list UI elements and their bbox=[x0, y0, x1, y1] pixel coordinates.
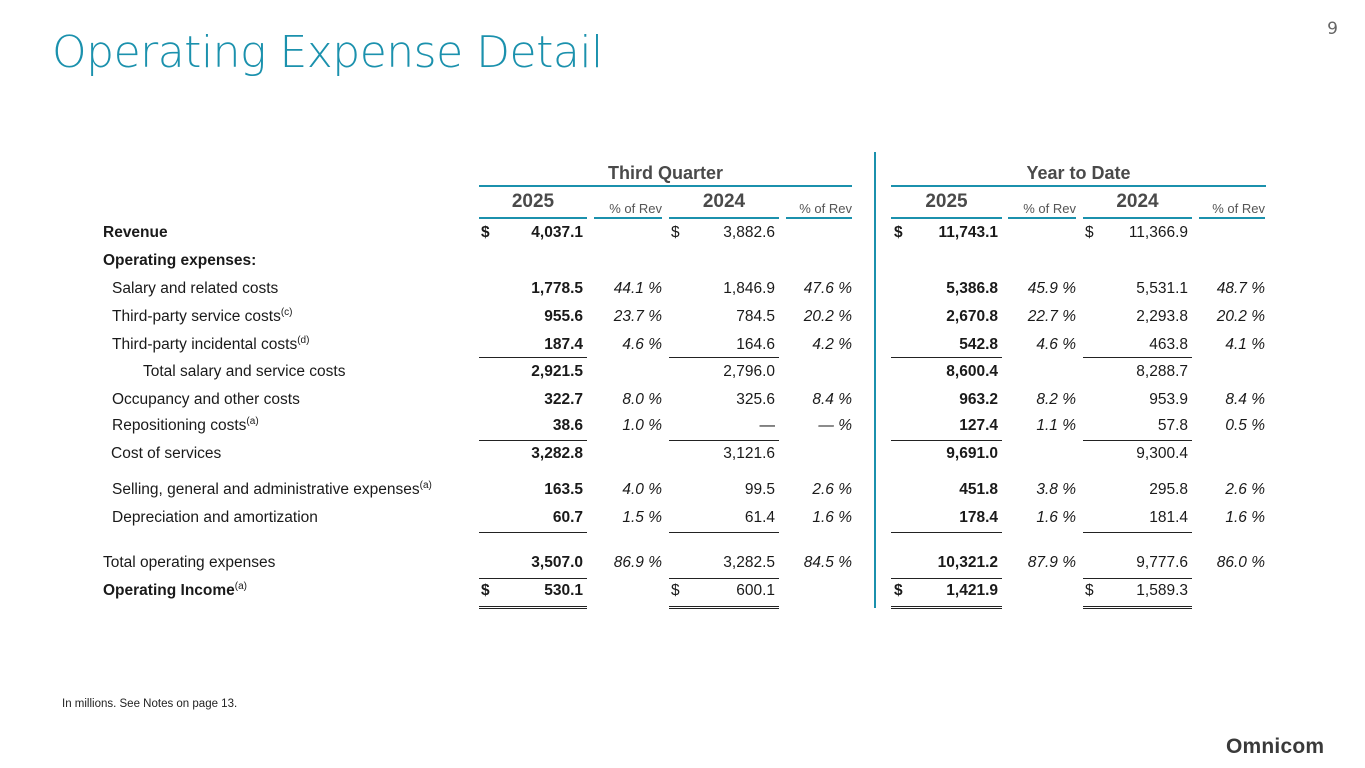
cell-ytd-2025-pct: 87.9 % bbox=[1027, 554, 1076, 571]
cell-ytd-2024-pct: 0.5 % bbox=[1225, 417, 1265, 434]
cell-ytd-2025-pct: 45.9 % bbox=[1027, 280, 1076, 297]
cell-q3-2025: 187.4 bbox=[544, 336, 583, 353]
total-double-rule bbox=[891, 606, 1002, 609]
cell-q3-2024: 61.4 bbox=[744, 509, 775, 526]
cell-q3-2025: 4,037.1 bbox=[531, 224, 583, 241]
row-label-operating-income: Operating Income$^{(a)}$ bbox=[103, 581, 248, 599]
cell-q3-2024-pct: 2.6 % bbox=[812, 481, 852, 498]
subtotal-rule bbox=[669, 357, 779, 358]
row-label-third-party-incidental: Third-party incidental costs$^{(d)}$ bbox=[112, 335, 310, 353]
cell-q3-2025-pct: 23.7 % bbox=[613, 308, 662, 325]
row-label-sga: Selling, general and administrative expenses$^{(a)}$ bbox=[112, 480, 432, 498]
cell-ytd-2025: 963.2 bbox=[959, 391, 998, 408]
year-header-q3-2024: 2024 bbox=[702, 191, 746, 212]
currency-symbol: $ bbox=[671, 582, 680, 599]
cell-q3-2024: 784.5 bbox=[736, 308, 775, 325]
subtotal-rule bbox=[669, 578, 779, 579]
row-label-salary: Salary and related costs bbox=[112, 280, 279, 297]
cell-ytd-2024: 11,366.9 bbox=[1128, 224, 1188, 241]
pct-underline bbox=[1008, 217, 1076, 219]
total-double-rule bbox=[479, 606, 587, 609]
cell-q3-2024: 325.6 bbox=[736, 391, 775, 408]
year-underline bbox=[669, 217, 779, 219]
cell-q3-2025: 60.7 bbox=[552, 509, 583, 526]
subtotal-rule bbox=[1083, 357, 1192, 358]
year-underline bbox=[479, 217, 587, 219]
cell-ytd-2025-pct: 1.1 % bbox=[1036, 417, 1076, 434]
cell-q3-2024-pct: 84.5 % bbox=[803, 554, 852, 571]
subtotal-rule bbox=[479, 578, 587, 579]
group-header-year-to-date: Year to Date bbox=[1026, 163, 1131, 183]
total-double-rule bbox=[669, 606, 779, 609]
cell-q3-2025: 322.7 bbox=[544, 391, 583, 408]
cell-ytd-2024: 57.8 bbox=[1157, 417, 1188, 434]
cell-ytd-2024-pct: 86.0 % bbox=[1216, 554, 1265, 571]
cell-ytd-2025: 127.4 bbox=[959, 417, 998, 434]
cell-ytd-2025: 11,743.1 bbox=[938, 224, 998, 241]
cell-q3-2025: 3,507.0 bbox=[531, 554, 583, 571]
total-double-rule bbox=[1083, 606, 1192, 609]
cell-ytd-2024: 1,589.3 bbox=[1136, 582, 1188, 599]
subtotal-rule bbox=[669, 532, 779, 533]
currency-symbol: $ bbox=[1085, 582, 1094, 599]
year-underline bbox=[1083, 217, 1192, 219]
cell-ytd-2024: 9,300.4 bbox=[1136, 445, 1188, 462]
cell-ytd-2025-pct: 8.2 % bbox=[1036, 391, 1076, 408]
footnote: In millions. See Notes on page 13. bbox=[62, 698, 238, 710]
cell-ytd-2025: 178.4 bbox=[959, 509, 998, 526]
row-label-occupancy: Occupancy and other costs bbox=[112, 391, 300, 408]
cell-q3-2024-pct: 20.2 % bbox=[803, 308, 852, 325]
subtotal-rule bbox=[1083, 532, 1192, 533]
pct-underline bbox=[1199, 217, 1265, 219]
cell-q3-2024: 3,882.6 bbox=[723, 224, 775, 241]
subtotal-rule bbox=[1083, 440, 1192, 441]
cell-q3-2024-pct: 4.2 % bbox=[812, 336, 852, 353]
subtotal-rule bbox=[669, 440, 779, 441]
cell-ytd-2025: 10,321.2 bbox=[937, 554, 998, 571]
omnicom-logo: Omnicom bbox=[1226, 735, 1325, 758]
subtotal-rule bbox=[479, 532, 587, 533]
row-label-total-salary-service: Total salary and service costs bbox=[143, 363, 346, 380]
pct-underline bbox=[594, 217, 662, 219]
subtotal-rule bbox=[891, 440, 1002, 441]
cell-q3-2025-pct: 44.1 % bbox=[613, 280, 662, 297]
cell-q3-2025: 530.1 bbox=[544, 582, 583, 599]
cell-q3-2024-pct: 47.6 % bbox=[803, 280, 852, 297]
row-label-repositioning: Repositioning costs$^{(a)}$ bbox=[112, 416, 259, 434]
cell-ytd-2025: 1,421.9 bbox=[946, 582, 998, 599]
page-number: 9 bbox=[1327, 19, 1338, 39]
subtotal-rule bbox=[891, 357, 1002, 358]
year-underline bbox=[891, 217, 1002, 219]
cell-q3-2025: 1,778.5 bbox=[531, 280, 583, 297]
currency-symbol: $ bbox=[481, 224, 490, 241]
pct-header-ytd-2025: % of Rev bbox=[1023, 201, 1076, 216]
cell-ytd-2025: 9,691.0 bbox=[946, 445, 998, 462]
cell-q3-2025: 38.6 bbox=[552, 417, 583, 434]
currency-symbol: $ bbox=[894, 224, 903, 241]
year-header-ytd-2024: 2024 bbox=[1116, 191, 1159, 212]
cell-ytd-2025: 8,600.4 bbox=[946, 363, 998, 380]
pct-header-q3-2025: % of Rev bbox=[609, 201, 662, 216]
year-header-q3-2025: 2025 bbox=[511, 191, 555, 212]
cell-ytd-2024-pct: 1.6 % bbox=[1225, 509, 1265, 526]
cell-q3-2025-pct: 4.0 % bbox=[622, 481, 662, 498]
cell-q3-2025-pct: 4.6 % bbox=[622, 336, 662, 353]
cell-q3-2024: — bbox=[759, 417, 775, 434]
row-label-third-party-service: Third-party service costs$^{(c)}$ bbox=[112, 307, 293, 325]
cell-q3-2024: 164.6 bbox=[736, 336, 775, 353]
cell-ytd-2024: 8,288.7 bbox=[1136, 363, 1188, 380]
cell-ytd-2024: 295.8 bbox=[1149, 481, 1188, 498]
cell-q3-2025-pct: 86.9 % bbox=[613, 554, 662, 571]
cell-ytd-2024-pct: 4.1 % bbox=[1225, 336, 1265, 353]
cell-q3-2025: 163.5 bbox=[544, 481, 583, 498]
cell-q3-2024: 2,796.0 bbox=[723, 363, 775, 380]
cell-ytd-2025-pct: 1.6 % bbox=[1036, 509, 1076, 526]
cell-q3-2024: 3,121.6 bbox=[723, 445, 775, 462]
group-underline-third-quarter bbox=[479, 185, 852, 187]
subtotal-rule bbox=[1083, 578, 1192, 579]
cell-ytd-2025: 451.8 bbox=[959, 481, 998, 498]
cell-q3-2025-pct: 1.0 % bbox=[622, 417, 662, 434]
cell-ytd-2024: 5,531.1 bbox=[1136, 280, 1188, 297]
cell-ytd-2024-pct: 48.7 % bbox=[1216, 280, 1265, 297]
cell-ytd-2024: 2,293.8 bbox=[1136, 308, 1188, 325]
subtotal-rule bbox=[479, 440, 587, 441]
subtotal-rule bbox=[891, 532, 1002, 533]
cell-ytd-2025: 2,670.8 bbox=[946, 308, 998, 325]
cell-ytd-2025: 5,386.8 bbox=[946, 280, 998, 297]
cell-q3-2025: 955.6 bbox=[544, 308, 583, 325]
cell-q3-2024-pct: — % bbox=[818, 417, 852, 434]
cell-ytd-2024: 9,777.6 bbox=[1136, 554, 1188, 571]
cell-q3-2024: 600.1 bbox=[736, 582, 775, 599]
cell-q3-2024: 99.5 bbox=[744, 481, 775, 498]
cell-ytd-2024-pct: 20.2 % bbox=[1216, 308, 1265, 325]
pct-header-q3-2024: % of Rev bbox=[799, 201, 852, 216]
cell-q3-2024-pct: 1.6 % bbox=[812, 509, 852, 526]
cell-ytd-2025-pct: 22.7 % bbox=[1027, 308, 1076, 325]
row-label-total-operating-expenses: Total operating expenses bbox=[103, 554, 276, 571]
cell-ytd-2025-pct: 3.8 % bbox=[1036, 481, 1076, 498]
subtotal-rule bbox=[479, 357, 587, 358]
year-header-ytd-2025: 2025 bbox=[925, 191, 968, 212]
subtotal-rule bbox=[891, 578, 1002, 579]
group-underline-year-to-date bbox=[891, 185, 1266, 187]
cell-q3-2025: 2,921.5 bbox=[531, 363, 583, 380]
cell-ytd-2024: 463.8 bbox=[1149, 336, 1188, 353]
currency-symbol: $ bbox=[671, 224, 680, 241]
pct-header-ytd-2024: % of Rev bbox=[1212, 201, 1265, 216]
cell-ytd-2024-pct: 2.6 % bbox=[1225, 481, 1265, 498]
section-divider bbox=[874, 152, 876, 608]
row-label-depreciation: Depreciation and amortization bbox=[112, 509, 318, 526]
row-label-cost-of-services: Cost of services bbox=[111, 445, 222, 462]
row-label-operating-expenses: Operating expenses: bbox=[103, 252, 257, 269]
pct-underline bbox=[786, 217, 852, 219]
cell-ytd-2024-pct: 8.4 % bbox=[1225, 391, 1265, 408]
row-label-revenue: Revenue bbox=[103, 224, 168, 241]
cell-q3-2024-pct: 8.4 % bbox=[812, 391, 852, 408]
currency-symbol: $ bbox=[894, 582, 903, 599]
cell-q3-2024: 3,282.5 bbox=[723, 554, 775, 571]
cell-ytd-2025-pct: 4.6 % bbox=[1036, 336, 1076, 353]
group-header-third-quarter: Third Quarter bbox=[607, 163, 723, 183]
cell-ytd-2024: 181.4 bbox=[1149, 509, 1188, 526]
currency-symbol: $ bbox=[481, 582, 490, 599]
cell-q3-2024: 1,846.9 bbox=[723, 280, 775, 297]
page-title: Operating Expense Detail bbox=[52, 27, 603, 78]
cell-ytd-2024: 953.9 bbox=[1149, 391, 1188, 408]
currency-symbol: $ bbox=[1085, 224, 1094, 241]
cell-ytd-2025: 542.8 bbox=[959, 336, 998, 353]
cell-q3-2025-pct: 1.5 % bbox=[622, 509, 662, 526]
cell-q3-2025: 3,282.8 bbox=[531, 445, 583, 462]
cell-q3-2025-pct: 8.0 % bbox=[622, 391, 662, 408]
